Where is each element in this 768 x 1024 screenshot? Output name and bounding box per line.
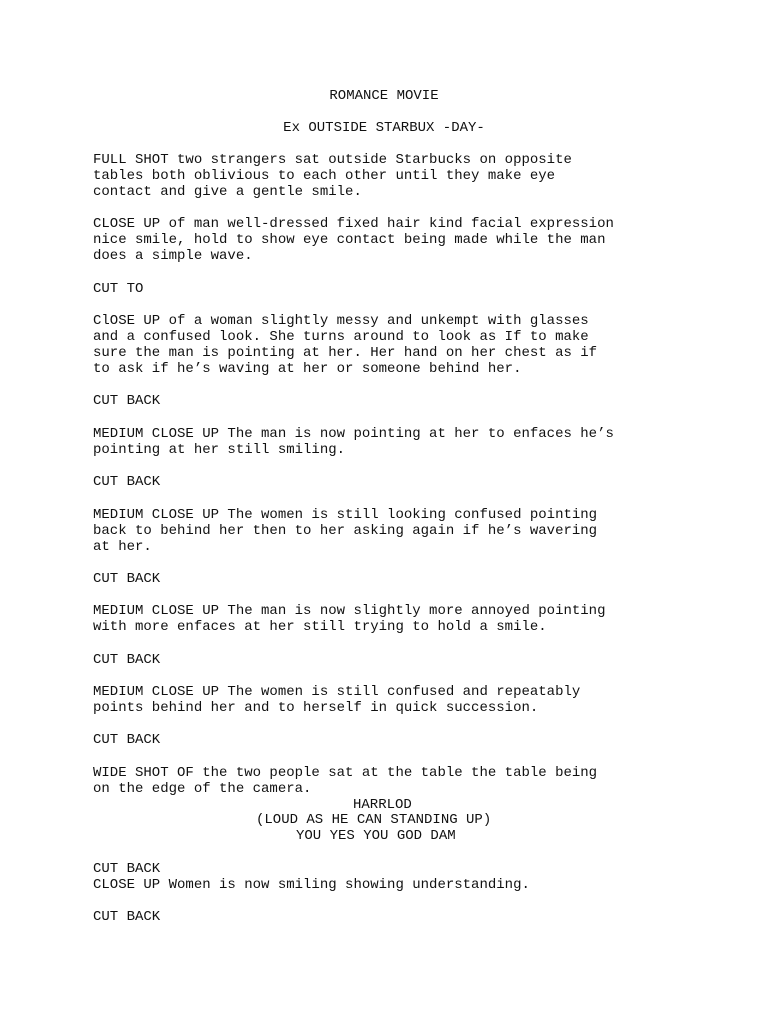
- action-line: with more enfaces at her still trying to hold a smile.: [93, 619, 547, 635]
- action-line: to ask if he’s waving at her or someone behind her.: [93, 361, 522, 377]
- action-line: pointing at her still smiling.: [93, 442, 346, 458]
- action-line: CLOSE UP Women is now smiling showing understanding.: [93, 877, 530, 893]
- action-line: sure the man is pointing at her. Her hand on her chest as if: [93, 345, 598, 361]
- action-line: and a confused look. She turns around to look as If to make: [93, 329, 589, 345]
- action-line: tables both oblivious to each other until they make eye: [93, 168, 556, 184]
- transition: CUT BACK: [93, 652, 161, 668]
- action-line: FULL SHOT two strangers sat outside Starbucks on opposite: [93, 152, 572, 168]
- action-line: MEDIUM CLOSE UP The women is still confused and repeatably: [93, 684, 581, 700]
- dialogue-line: YOU YES YOU GOD DAM: [296, 828, 456, 844]
- action-line: back to behind her then to her asking again if he’s wavering: [93, 523, 598, 539]
- scene-heading: Ex OUTSIDE STARBUX -DAY-: [283, 120, 485, 136]
- action-line: on the edge of the camera.: [93, 781, 312, 797]
- transition: CUT BACK: [93, 571, 161, 587]
- action-line: does a simple wave.: [93, 248, 253, 264]
- action-line: ClOSE UP of a woman slightly messy and unkempt with glasses: [93, 313, 589, 329]
- parenthetical: (LOUD AS HE CAN STANDING UP): [256, 812, 492, 828]
- action-line: contact and give a gentle smile.: [93, 184, 362, 200]
- transition: CUT BACK: [93, 393, 161, 409]
- action-line: MEDIUM CLOSE UP The women is still looking confused pointing: [93, 507, 598, 523]
- action-line: WIDE SHOT OF the two people sat at the table the table being: [93, 765, 598, 781]
- transition: CUT TO: [93, 281, 144, 297]
- action-line: nice smile, hold to show eye contact being made while the man: [93, 232, 606, 248]
- action-line: MEDIUM CLOSE UP The man is now slightly more annoyed pointing: [93, 603, 606, 619]
- character-name: HARRLOD: [353, 797, 412, 813]
- transition: CUT BACK: [93, 732, 161, 748]
- action-line: at her.: [93, 539, 152, 555]
- action-line: CLOSE UP of man well-dressed fixed hair kind facial expression: [93, 216, 614, 232]
- script-title: ROMANCE MOVIE: [329, 88, 439, 104]
- transition: CUT BACK: [93, 474, 161, 490]
- transition: CUT BACK: [93, 909, 161, 925]
- transition: CUT BACK: [93, 861, 161, 877]
- action-line: MEDIUM CLOSE UP The man is now pointing at her to enfaces he’s: [93, 426, 614, 442]
- action-line: points behind her and to herself in quick succession.: [93, 700, 539, 716]
